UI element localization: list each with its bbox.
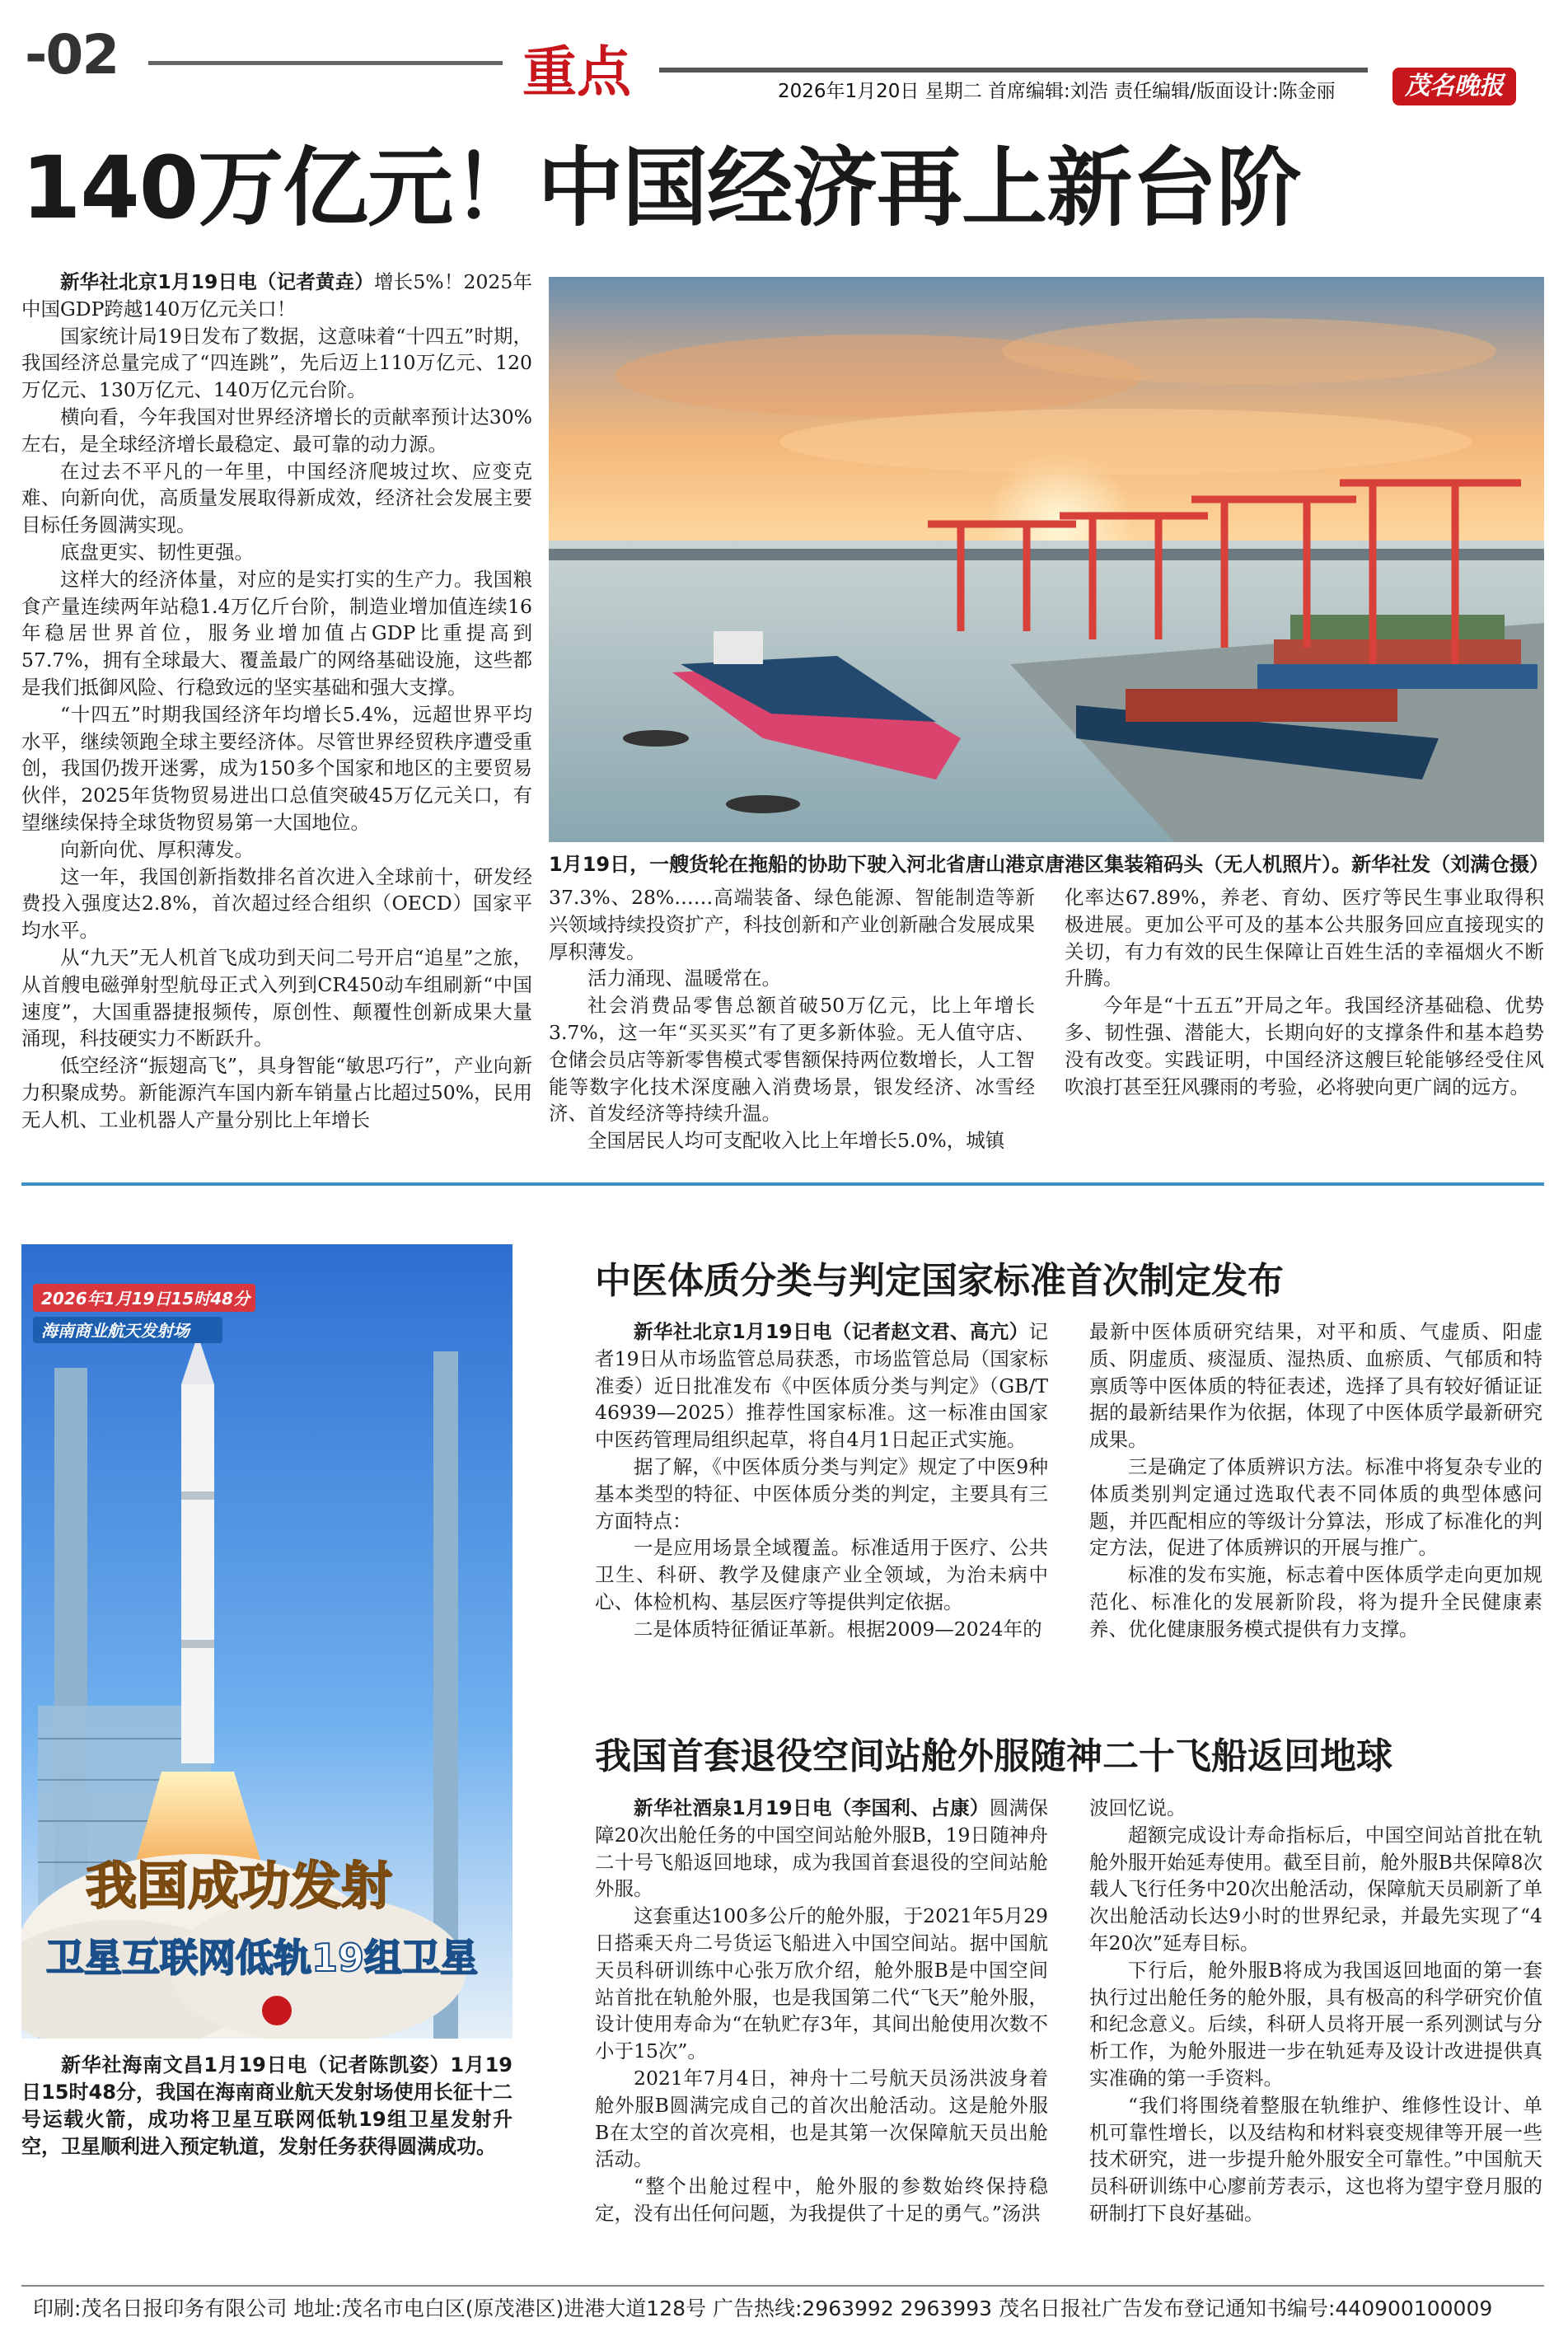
paragraph: “十四五”时期我国经济年均增长5.4%，远超世界平均水平，继续领跑全球主要经济体。尽管世界经贸秩序遭受重创，我国仍拨开迷雾，成为150多个国家和地区的主要贸易伙伴，2025年货物贸易进出口总值突破45万亿元关口，有望继续保持全球货物贸易第一大国地位。: [21, 702, 532, 834]
poster-title-1: 我国成功发射: [86, 1856, 393, 1916]
poster-caption: [21, 2052, 513, 2161]
paragraph: 下行后，舱外服B将成为我国返回地面的第一套执行过出舱任务的舱外服，具有极高的科学研究价值和纪念意义。后续，科研人员将开展一系列测试与分析工作，为舱外服进一步在轨延寿及设计改进提供真实准确的第一手资料。: [1089, 1958, 1542, 2090]
lede-dateline: 新华社北京1月19日电（记者黄垚）: [60, 270, 374, 293]
section-divider: [21, 1182, 1544, 1186]
main-headline: 140万亿元！中国经济再上新台阶: [21, 138, 1302, 238]
lede-dateline: 新华社酒泉1月19日电（李国利、占康）: [634, 1796, 990, 1819]
paragraph: 这套重达100多公斤的舱外服，于2021年5月29日搭乘天舟二号货运飞船进入中国空间站。据中国航天员科研训练中心张万欣介绍，舱外服B是中国空间站首批在轨舱外服，也是我国第二代“飞天”舱外服，设计使用寿命为“在轨贮存3年，其间出舱使用次数不小于15次”。: [595, 1904, 1048, 2063]
masthead-logo: 茂名晚报: [1392, 68, 1516, 105]
paragraph: [595, 1318, 1048, 1454]
page-number: -02: [25, 23, 119, 87]
paragraph: 全国居民人均可支配收入比上年增长5.0%，城镇: [587, 1129, 1005, 1153]
launch-poster: [21, 1244, 513, 2039]
paragraph: [595, 1795, 1048, 1903]
port-photo: [549, 277, 1544, 842]
paragraph: 从“九天”无人机首飞成功到天问二号开启“追星”之旅，从首艘电磁弹射型航母正式入列到CR450动车组刷新“中国速度”，大国重器捷报频传，原创性、颠覆性创新成果大量涌现，科技硬实力不断跃升。: [21, 945, 532, 1051]
paragraph: 记者19日从市场监管总局获悉，市场监管总局（国家标准委）近日批准发布《中医体质分类与判定》（GB/T 46939—2025）推荐性国家标准。这一标准由国家中医药管理局组织起草，将自4月1日起正式实施。: [595, 1320, 1048, 1452]
main-story-col3: [1065, 884, 1544, 1100]
header-bar: [659, 68, 1368, 73]
paragraph: 波回忆说。: [1089, 1796, 1187, 1819]
paragraph: 活力涌现、温暖常在。: [587, 967, 781, 990]
poster-time: 2026年1月19日15时48分: [41, 1289, 250, 1309]
paragraph: “我们将围绕着整服在轨维护、维修性设计、单机可靠性增长，以及结构和材料衰变规律等开展一些技术研究，进一步提升舱外服安全可靠性。”中国航天员科研训练中心廖前芳表示，这也将为望宇登月服的研制打下良好基础。: [1089, 2093, 1542, 2225]
main-story-col2: [549, 884, 1035, 1154]
paragraph: 二是体质特征循证革新。根据2009—2024年的: [634, 1617, 1042, 1641]
paragraph: 2021年7月4日，神舟十二号航天员汤洪波身着舱外服B圆满完成自己的首次出舱活动。这是舱外服B在太空的首次亮相，也是其第一次保障航天员出舱活动。: [595, 2066, 1048, 2171]
main-lede: [21, 269, 532, 323]
poster-title-2: 卫星互联网低轨19组卫星: [46, 1936, 479, 1980]
paragraph: 今年是“十五五”开局之年。我国经济基础稳、优势多、韧性强、潜能大，长期向好的支撑条件和基本趋势没有改变。实践证明，中国经济这艘巨轮能够经受住风吹浪打甚至狂风骤雨的考验，必将驶向更广阔的远方。: [1065, 994, 1544, 1098]
paragraph: 这样大的经济体量，对应的是实打实的生产力。我国粮食产量连续两年站稳1.4万亿斤台阶，制造业增加值连续16年稳居世界首位，服务业增加值占GDP比重提高到57.7%，拥有全球最大、覆盖最广的网络基础设施，这些都是我们抵御风险、行稳致远的坚实基础和强大支撑。: [21, 567, 532, 699]
launch-poster-art: [21, 1244, 513, 2039]
emblem-icon: [262, 1996, 292, 2025]
section-label: 重点: [522, 40, 631, 104]
story2-col2: [1089, 1318, 1542, 1643]
lede-dateline: 新华社北京1月19日电（记者赵文君、高亢）: [634, 1320, 1029, 1343]
poster-place: 海南商业航天发射场: [41, 1321, 190, 1341]
issue-info: 2026年1月20日 星期二 首席编辑:刘浩 责任编辑/版面设计:陈金丽: [778, 81, 1336, 102]
photo-caption: 1月19日，一艘货轮在拖船的协助下驶入河北省唐山港京唐港区集装箱码头（无人机照片）。新华社发（刘满仓摄）: [549, 853, 1550, 876]
paragraph: 新华社海南文昌1月19日电（记者陈凯姿）1月19日15时48分，我国在海南商业航天发射场使用长征十二号运载火箭，成功将卫星互联网低轨19组卫星发射升空，卫星顺利进入预定轨道，发射任务获得圆满成功。: [21, 2053, 513, 2158]
paragraph: 社会消费品零售总额首破50万亿元，比上年增长3.7%，这一年“买买买”有了更多新体验。无人值守店、仓储会员店等新零售模式零售额保持两位数增长，人工智能等数字化技术深度融入消费场景，银发经济、冰雪经济、首发经济等持续升温。: [549, 994, 1035, 1126]
section-flag: [519, 25, 647, 107]
paragraph: 向新向优、厚积薄发。: [60, 837, 254, 861]
paragraph: 增长5%！2025年中国GDP跨越140万亿元关口！: [21, 270, 532, 321]
paragraph: 一是应用场景全域覆盖。标准适用于医疗、公共卫生、科研、教学及健康产业全领域，为治未病中心、体检机构、基层医疗等提供判定依据。: [595, 1536, 1048, 1613]
story3-col2: [1089, 1795, 1542, 2227]
paragraph: 37.3%、28%……高端装备、绿色能源、智能制造等新兴领域持续投资扩产，科技创新和产业创新融合发展成果厚积薄发。: [549, 886, 1035, 963]
footer-rule: [21, 2285, 1544, 2287]
story2-headline: 中医体质分类与判定国家标准首次制定发布: [595, 1260, 1284, 1302]
paragraph: 最新中医体质研究结果，对平和质、气虚质、阳虚质、阴虚质、痰湿质、湿热质、血瘀质、气郁质和特禀质等中医体质的特征表述，选择了具有较好循证证据的最新结果作为依据，体现了中医体质学最新研究成果。: [1089, 1320, 1542, 1452]
paragraph: 三是确定了体质辨识方法。标准中将复杂专业的体质类别判定通过选取代表不同体质的典型体感问题，并匹配相应的等级计分算法，形成了标准化的判定方法，促进了体质辨识的开展与推广。: [1089, 1454, 1542, 1560]
main-story-col1: [21, 269, 532, 1134]
story2-col1: [595, 1318, 1048, 1643]
paragraph: 在过去不平凡的一年里，中国经济爬坡过坎、应变克难、向新向优，高质量发展取得新成效，经济社会发展主要目标任务圆满实现。: [21, 459, 532, 537]
paragraph: 圆满保障20次出舱任务的中国空间站舱外服B，19日随神舟二十号飞船返回地球，成为我国首套退役的空间站舱外服。: [595, 1796, 1048, 1901]
paragraph: 这一年，我国创新指数排名首次进入全球前十，研发经费投入强度达2.8%，首次超过经合组织（OECD）国家平均水平。: [21, 864, 532, 943]
paragraph: 低空经济“振翅高飞”，具身智能“敏思巧行”，产业向新力积聚成势。新能源汽车国内新车销量占比超过50%，民用无人机、工业机器人产量分别比上年增长: [21, 1054, 532, 1131]
story3-col1: [595, 1795, 1048, 2227]
paragraph: 横向看，今年我国对世界经济增长的贡献率预计达30%左右，是全球经济增长最稳定、最可靠的动力源。: [21, 405, 532, 456]
paragraph: 标准的发布实施，标志着中医体质学走向更加规范化、标准化的发展新阶段，将为提升全民健康素养、优化健康服务模式提供有力支撑。: [1089, 1563, 1542, 1641]
header-rule: [148, 61, 503, 65]
paragraph: 底盘更实、韧性更强。: [60, 540, 254, 564]
paragraph: 国家统计局19日发布了数据，这意味着“十四五”时期，我国经济总量完成了“四连跳”，先后迈上110万亿元、120万亿元、130万亿元、140万亿元台阶。: [21, 324, 532, 402]
paragraph: “整个出舱过程中，舱外服的参数始终保持稳定，没有出任何问题，为我提供了十足的勇气。”汤洪: [595, 2175, 1048, 2225]
port-photo-illustration: [549, 277, 1544, 842]
story3-headline: 我国首套退役空间站舱外服随神二十飞船返回地球: [595, 1735, 1392, 1777]
paragraph: 化率达67.89%，养老、育幼、医疗等民生事业取得积极进展。更加公平可及的基本公共服务回应直接现实的关切，有力有效的民生保障让百姓生活的幸福烟火不断升腾。: [1065, 886, 1544, 990]
footer-info: 印刷:茂名日报印务有限公司 地址:茂名市电白区(原茂港区)进港大道128号 广告热线:2963992 2963993 茂名日报社广告发布登记通知书编号:440900100009: [33, 2297, 1493, 2320]
paragraph: 超额完成设计寿命指标后，中国空间站首批在轨舱外服开始延寿使用。截至目前，舱外服B共保障8次载人飞行任务中20次出舱活动，保障航天员刷新了单次出舱活动长达9小时的世界纪录，并最先实现了“4年20次”延寿目标。: [1089, 1823, 1542, 1955]
paragraph: 据了解，《中医体质分类与判定》规定了中医9种基本类型的特征、中医体质分类的判定，主要具有三方面特点：: [595, 1454, 1048, 1533]
